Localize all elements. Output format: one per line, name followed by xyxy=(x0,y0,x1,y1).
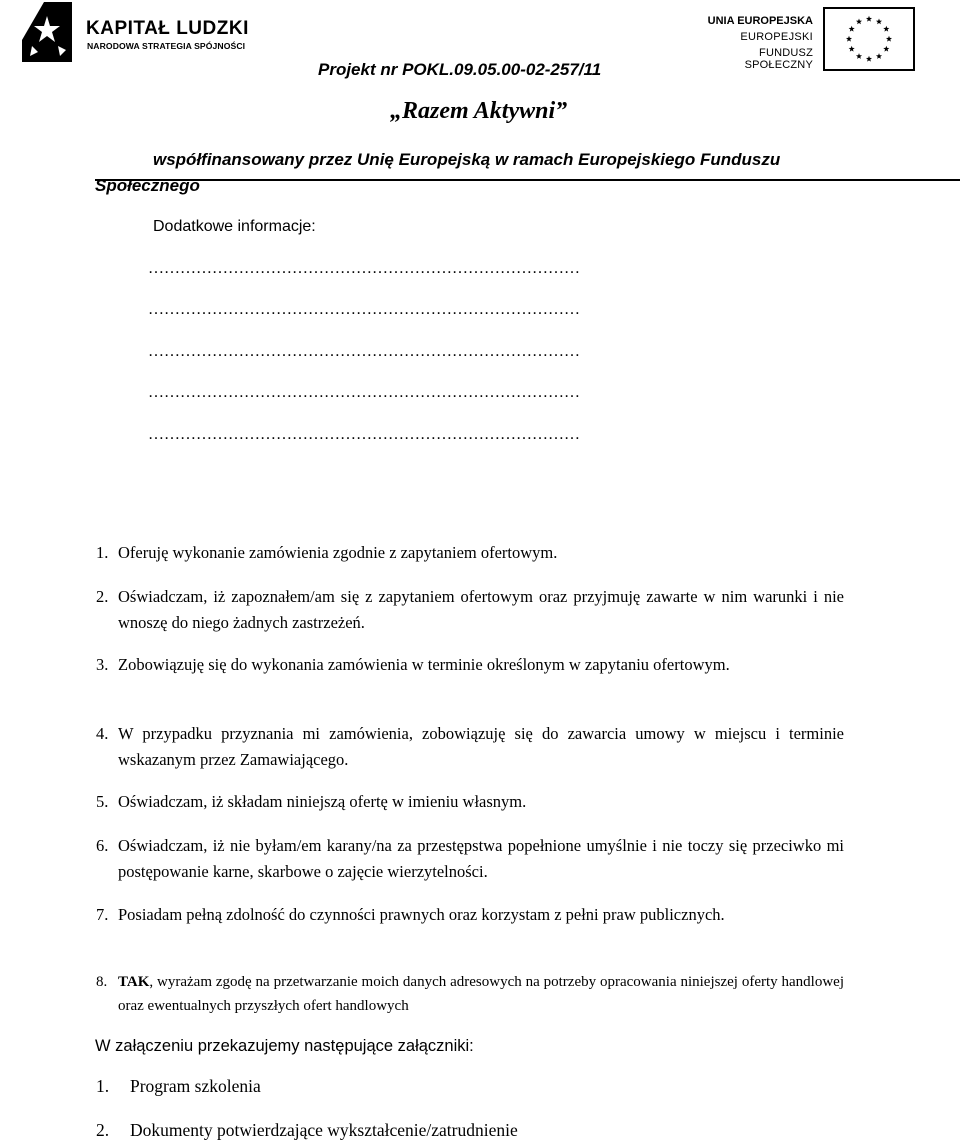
statement-number: 4. xyxy=(96,724,109,743)
eu-logo-line3: FUNDUSZ SPOŁECZNY xyxy=(744,47,813,71)
statement-item xyxy=(96,789,844,815)
statement-number: 1. xyxy=(96,543,109,562)
statement-item xyxy=(96,833,844,885)
project-motto: „Razem Aktywni” xyxy=(390,98,568,124)
dotted-line: ……………………………………………………………………… xyxy=(148,343,580,360)
attachment-number: 1. xyxy=(96,1076,110,1096)
attachment-text: Dokumenty potwierdzające wykształcenie/zatrudnienie xyxy=(130,1120,518,1140)
statement-number: 6. xyxy=(96,836,109,855)
consent-text: , wyrażam zgodę na przetwarzanie moich danych adresowych na potrzeby opracowania niniejszej oferty handlowej oraz ewentualnych przyszłych ofert handlowych xyxy=(118,974,844,1014)
statement-item-consent xyxy=(96,970,844,1018)
dotted-line: ……………………………………………………………………… xyxy=(148,260,580,277)
statement-text: Oświadczam, iż składam niniejszą ofertę w imieniu własnym. xyxy=(118,792,527,811)
cofinanced-line1: współfinansowany przez Unię Europejską w ramach Europejskiego Funduszu xyxy=(153,150,781,169)
eu-flag-icon xyxy=(823,7,915,71)
kapital-ludzki-logo-icon xyxy=(22,2,72,62)
additional-info-label: Dodatkowe informacje: xyxy=(153,218,316,235)
consent-tak: TAK xyxy=(118,974,150,990)
statement-text: Oferuję wykonanie zamówienia zgodnie z zapytaniem ofertowym. xyxy=(118,543,558,562)
statement-text: Oświadczam, iż zapoznałem/am się z zapytaniem ofertowym oraz przyjmuję zawarte w nim warunki i nie wnoszę do niego żadnych zastrzeżeń. xyxy=(118,587,844,632)
dotted-line: ……………………………………………………………………… xyxy=(148,301,580,318)
statement-number: 5. xyxy=(96,792,109,811)
dotted-line: ……………………………………………………………………… xyxy=(148,384,580,401)
statement-text xyxy=(118,970,844,1018)
statement-text: Posiadam pełną zdolność do czynności prawnych oraz korzystam z pełni praw publicznych. xyxy=(118,905,725,924)
statement-number: 3. xyxy=(96,655,109,674)
statement-item xyxy=(96,652,844,678)
statement-number: 7. xyxy=(96,905,109,924)
attachments-heading: W załączeniu przekazujemy następujące załączniki: xyxy=(95,1037,474,1055)
statement-text: Oświadczam, iż nie byłam/em karany/na za przestępstwa popełnione umyślnie i nie toczy się przeciwko mi postępowanie karne, skarbowe o zajęcie wierzytelności. xyxy=(118,836,844,881)
attachment-text: Program szkolenia xyxy=(130,1076,261,1096)
statement-text: W przypadku przyznania mi zamówienia, zobowiązuję się do zawarcia umowy w miejscu i terminie wskazanym przez Zamawiającego. xyxy=(118,724,844,769)
statement-item xyxy=(96,902,844,928)
statement-number: 8. xyxy=(96,974,108,990)
statement-item xyxy=(96,721,844,773)
eu-logo-line1: UNIA EUROPEJSKA xyxy=(707,15,813,27)
statement-number: 2. xyxy=(96,587,109,606)
kapital-ludzki-title: KAPITAŁ LUDZKI xyxy=(86,18,249,39)
statement-text: Zobowiązuję się do wykonania zamówienia w terminie określonym w zapytaniu ofertowym. xyxy=(118,655,730,674)
cofinanced-line2: Społecznego xyxy=(95,176,200,195)
kapital-ludzki-subtitle: NARODOWA STRATEGIA SPÓJNOŚCI xyxy=(87,41,246,51)
statement-item xyxy=(96,584,844,636)
attachment-number: 2. xyxy=(96,1120,110,1140)
project-number: Projekt nr POKL.09.05.00-02-257/11 xyxy=(318,60,602,79)
attachment-item xyxy=(96,1076,261,1097)
statement-item xyxy=(96,540,844,566)
eu-logo-line2: EUROPEJSKI xyxy=(740,31,813,43)
header-divider xyxy=(95,179,960,181)
attachment-item xyxy=(96,1120,518,1141)
dotted-line: ……………………………………………………………………… xyxy=(148,426,580,443)
